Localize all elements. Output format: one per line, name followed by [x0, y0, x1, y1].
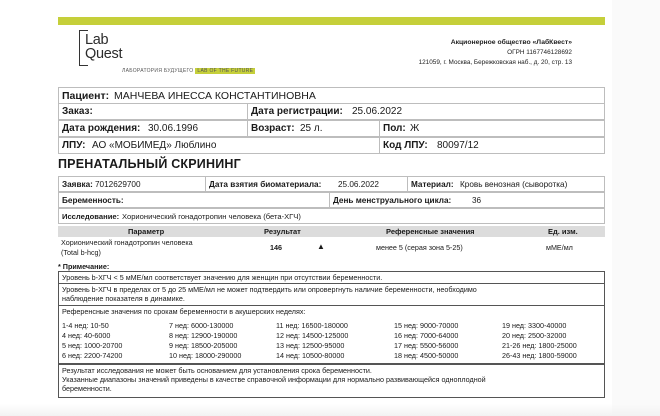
request-row [58, 176, 605, 192]
list-item: 14 нед: 10500-80000 [276, 351, 345, 360]
age-value: 25 л. [300, 123, 323, 134]
cycle-day-label: День менструального цикла: [329, 193, 451, 207]
note-1-text: Уровень b-ХГЧ < 5 мМЕ/мл соответствует значению для женщин при отсутствии беременности. [62, 273, 383, 282]
tagline-left: ЛАБОРАТОРИЯ БУДУЩЕГО [122, 68, 194, 74]
tagline-right: LAB OF THE FUTURE [197, 68, 254, 74]
final-note [58, 364, 605, 398]
table-row [58, 238, 605, 260]
list-item: 7 нед: 6000-130000 [169, 321, 234, 330]
order-label: Заказ: [62, 106, 93, 117]
note-2-line2: наблюдение показателя в динамике. [62, 294, 185, 304]
param-code: (Total b-hcg) [61, 248, 101, 257]
page-margin [612, 0, 660, 416]
study-label: Исследование: [62, 211, 120, 221]
note-1 [58, 271, 605, 284]
order-value [99, 104, 102, 119]
note-2-line1: Уровень b-ХГЧ в пределах от 5 до 25 мМЕ/мл не может подтвердить или опровергнуть наличие беременности, необходимо [62, 285, 477, 294]
list-item: 19 нед: 3300-40000 [502, 321, 567, 330]
reg-date-label: Дата регистрации: [247, 104, 343, 119]
lpu-row [58, 137, 605, 154]
list-item: 6 нед: 2200-74200 [62, 351, 123, 360]
lpu-value: АО «МОБИМЕД» Люблино [92, 140, 217, 151]
reference-ranges [58, 306, 605, 364]
high-flag-icon: ▲ [317, 242, 325, 251]
sex-value: Ж [410, 123, 420, 134]
patient-row [58, 87, 605, 104]
order-row [58, 103, 605, 120]
reference-grid [59, 306, 604, 363]
final-line1: Результат исследования не может быть основанием для установления срока беременности. [62, 366, 372, 375]
list-item: 26-43 нед: 1800-59000 [502, 351, 577, 360]
final-line2: Указанные диапазоны значений приведены в качестве справочной информации для нормально развивающейся одноплодной [62, 375, 486, 385]
birth-row [58, 120, 605, 137]
request-label: Заявка: [62, 179, 93, 189]
study-value: Хорионический гонадотропин человека (бета-ХГЧ) [122, 211, 301, 221]
col-reference: Референсные значения [386, 227, 475, 236]
accent-bar [58, 17, 605, 25]
company-logo [85, 33, 122, 61]
final-line3: беременности. [62, 384, 112, 394]
lpu-code-label: Код ЛПУ: [379, 138, 428, 153]
pregnancy-row [58, 192, 605, 208]
list-item: 4 нед: 40-6000 [62, 331, 111, 340]
list-item: 21-26 нед: 1800-25000 [502, 341, 577, 350]
list-item: 8 нед: 12900-190000 [169, 331, 238, 340]
col-param: Параметр [128, 227, 165, 236]
material-label: Материал: [407, 177, 454, 191]
list-item: 1-4 нед: 10-50 [62, 321, 109, 330]
reference-title: Референсные значения по срокам беременности в акушерских неделях: [62, 307, 306, 316]
birth-label: Дата рождения: [62, 123, 141, 134]
logo-tagline [122, 68, 255, 74]
list-item: 11 нед: 16500-180000 [276, 321, 348, 330]
notes-title: * Примечание: [58, 262, 110, 271]
sample-date-label: Дата взятия биоматериала: [205, 177, 321, 191]
results-table-header [58, 226, 605, 237]
company-name: Акционерное общество «ЛабКвест» [450, 39, 572, 46]
pregnancy-value [131, 193, 134, 207]
reference-value: менее 5 (серая зона 5-25) [376, 243, 463, 252]
list-item: 10 нед: 18000-290000 [169, 351, 242, 360]
list-item: 15 нед: 9000-70000 [394, 321, 459, 330]
col-unit: Ед. изм. [548, 227, 578, 236]
patient-name: МАНЧЕВА ИНЕССА КОНСТАНТИНОВНА [114, 89, 316, 102]
result-value: 146 [270, 243, 282, 252]
sample-date-value: 25.06.2022 [338, 179, 379, 189]
param-name: Хорионический гонадотропин человека [61, 238, 193, 247]
list-item: 20 нед: 2500-32000 [502, 331, 567, 340]
logo-line1: Lab [85, 32, 109, 48]
logo-line2: Quest [85, 46, 123, 62]
note-2 [58, 284, 605, 306]
list-item: 9 нед: 18500-205000 [169, 341, 238, 350]
age-label: Возраст: [247, 121, 295, 136]
request-value: 7012629700 [95, 179, 141, 189]
company-ogrn: ОГРН 1167746128692 [507, 49, 572, 56]
reg-date-value: 25.06.2022 [352, 106, 403, 117]
unit-value: мМЕ/мл [546, 243, 573, 252]
pregnancy-label: Беременность: [62, 195, 124, 205]
list-item: 17 нед: 5500-56000 [394, 341, 459, 350]
material-value: Кровь венозная (сыворотка) [460, 179, 568, 189]
company-address: 121059, г. Москва, Бережковская наб., д. 20, стр. 13 [418, 59, 572, 66]
list-item: 16 нед: 7000-64000 [394, 331, 459, 340]
list-item: 5 нед: 1000-20700 [62, 341, 123, 350]
patient-label: Пациент: [62, 89, 110, 102]
lpu-label: ЛПУ: [62, 140, 86, 151]
list-item: 18 нед: 4500-50000 [394, 351, 459, 360]
page-bottom-shadow [0, 404, 660, 416]
company-info [419, 38, 572, 68]
sex-label: Пол: [379, 121, 406, 136]
list-item: 13 нед: 12500-95000 [276, 341, 345, 350]
section-title: ПРЕНАТАЛЬНЫЙ СКРИНИНГ [58, 157, 241, 171]
birth-value: 30.06.1996 [148, 123, 199, 134]
lpu-code-value: 80097/12 [437, 140, 479, 151]
cycle-day-value: 36 [472, 195, 482, 205]
list-item: 12 нед: 14500-125000 [276, 331, 349, 340]
col-result: Результат [264, 227, 301, 236]
study-row [58, 208, 605, 224]
